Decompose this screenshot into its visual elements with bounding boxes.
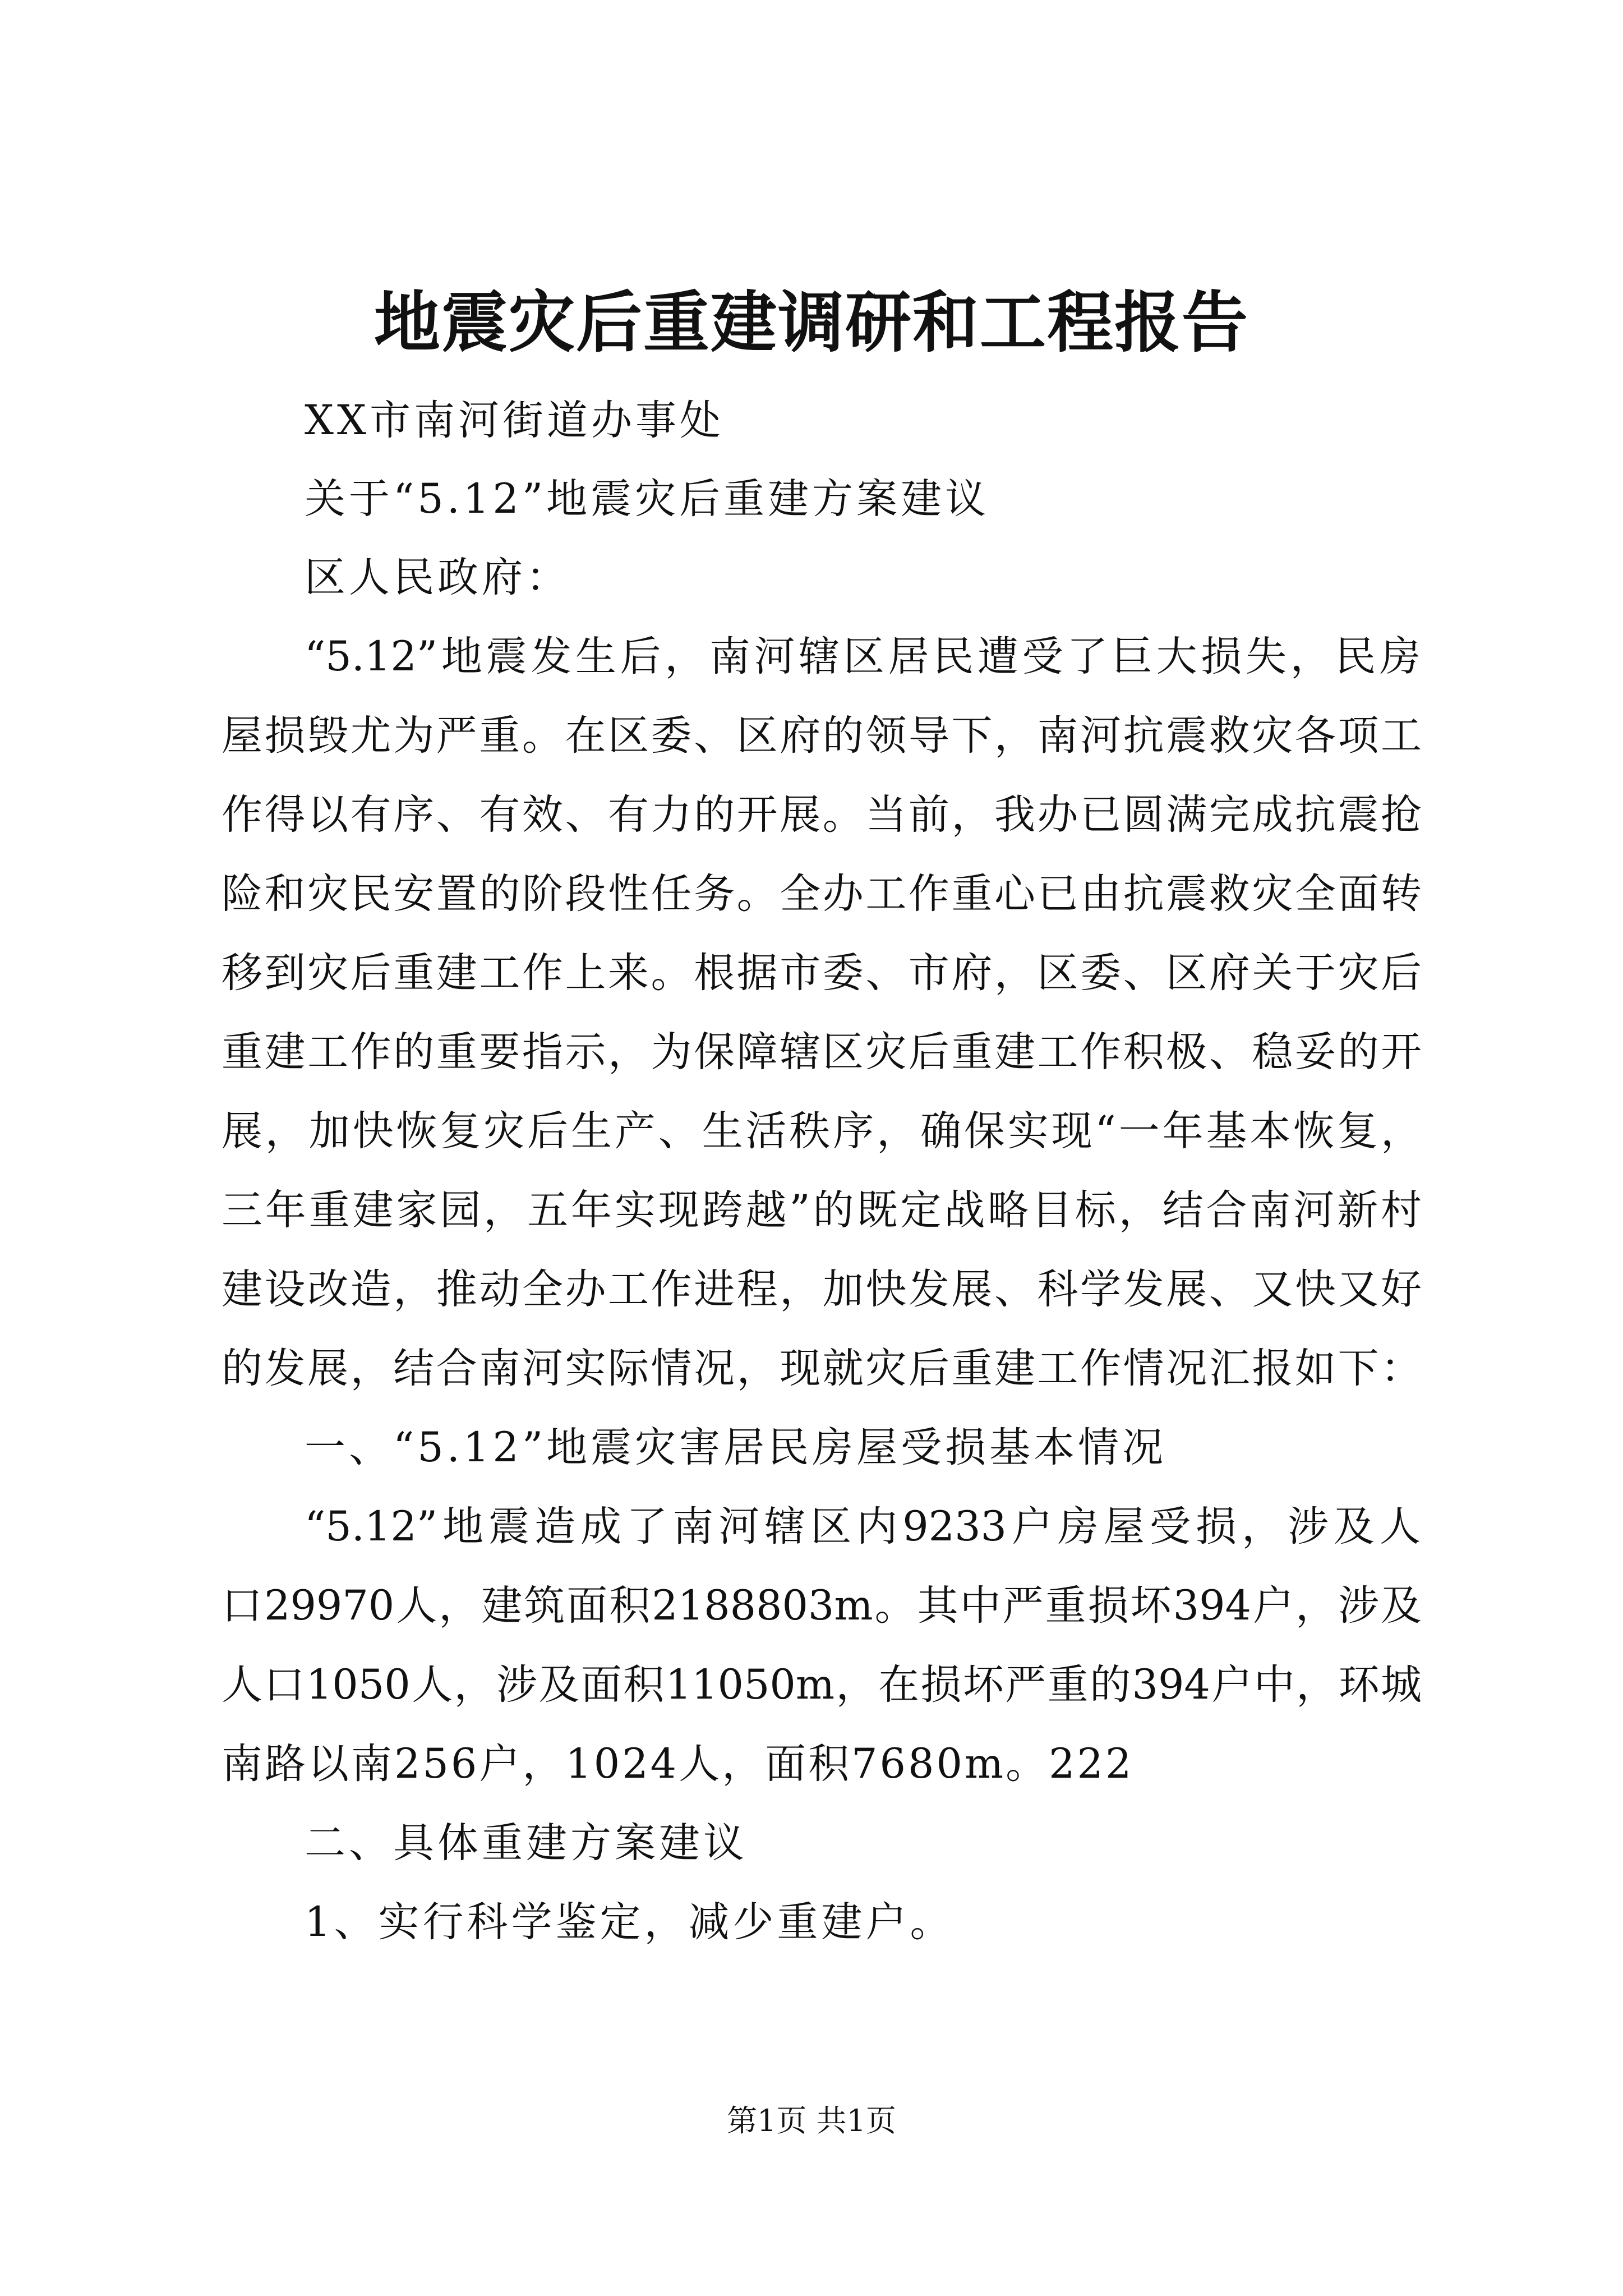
body-line: 人口1050人，涉及面积11050m，在损坏严重的394户中，环城	[222, 1661, 1422, 1709]
body-line: 险和灾民安置的阶段性任务。全办工作重心已由抗震救灾全面转	[222, 870, 1422, 918]
body-line: 作得以有序、有效、有力的开展。当前，我办已圆满完成抗震抢	[222, 791, 1422, 839]
body-line: 展，加快恢复灾后生产、生活秩序，确保实现“一年基本恢复，	[222, 1107, 1422, 1155]
body-line: “5.12”地震造成了南河辖区内9233户房屋受损，涉及人	[305, 1503, 1421, 1550]
page-footer: 第1页 共1页	[727, 2103, 896, 2138]
subject-line: 关于“5.12”地震灾后重建方案建议	[305, 475, 990, 523]
document-title: 地震灾后重建调研和工程报告	[374, 283, 1249, 361]
recipient-line: 区人民政府：	[305, 554, 570, 601]
section-heading: 二、具体重建方案建议	[305, 1819, 748, 1867]
body-line: “5.12”地震发生后，南河辖区居民遭受了巨大损失，民房	[305, 633, 1421, 680]
body-line: 三年重建家园，五年实现跨越”的既定战略目标，结合南河新村	[222, 1186, 1422, 1234]
body-line: 移到灾后重建工作上来。根据市委、市府，区委、区府关于灾后	[222, 949, 1422, 997]
body-line: 的发展，结合南河实际情况，现就灾后重建工作情况汇报如下：	[222, 1345, 1422, 1392]
body-line: 建设改造，推动全办工作进程，加快发展、科学发展、又快又好	[222, 1266, 1422, 1313]
section-heading: 一、“5.12”地震灾害居民房屋受损基本情况	[305, 1424, 1167, 1471]
body-line: 重建工作的重要指示，为保障辖区灾后重建工作积极、稳妥的开	[222, 1028, 1422, 1076]
issuer-line: XX市南河街道办事处	[305, 397, 724, 444]
body-line: 屋损毁尤为严重。在区委、区府的领导下，南河抗震救灾各项工	[222, 712, 1422, 760]
body-line: 南路以南256户，1024人，面积7680m。222	[222, 1740, 1134, 1788]
list-item: 1、实行科学鉴定，减少重建户。	[305, 1898, 955, 1946]
body-line: 口29970人，建筑面积2188803m。其中严重损坏394户，涉及	[222, 1582, 1422, 1630]
